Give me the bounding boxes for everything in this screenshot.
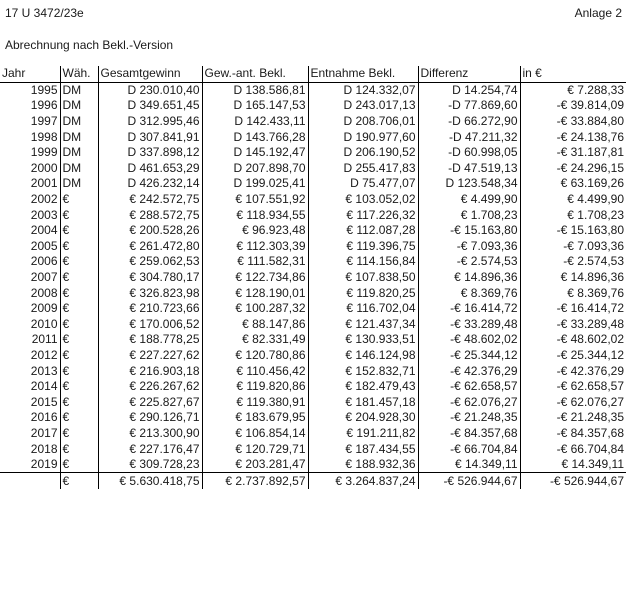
difference-cell: -D 77.869,60 [418,98,520,114]
difference-cell: € 14.349,11 [418,457,520,473]
currency-cell: € [60,301,98,317]
year-cell: 2002 [30,192,58,207]
currency-cell: € [60,285,98,301]
year-cell: 2018 [30,441,58,456]
profit-share-cell: € 106.854,14 [202,426,308,442]
difference-cell: -D 60.998,05 [418,145,520,161]
withdrawal-cell: € 117.226,32 [308,207,418,223]
total-profit-cell: € 225.827,67 [98,394,202,410]
profit-share-cell: € 100.287,32 [202,301,308,317]
total-profit-cell: € 288.572,75 [98,207,202,223]
currency-cell: € [60,192,98,208]
profit-share-cell: € 183.679,95 [202,410,308,426]
currency-cell: € [60,410,98,426]
profit-share-cell: € 120.729,71 [202,441,308,457]
total-profit-cell: € 309.728,23 [98,457,202,473]
total-profit-cell: € 290.126,71 [98,410,202,426]
difference-cell: € 1.708,23 [418,207,520,223]
total-profit-cell: € 261.472,80 [98,239,202,255]
euro-cell: -€ 39.814,09 [520,98,626,114]
euro-cell: -€ 33.289,48 [520,317,626,333]
currency-cell: € [60,239,98,255]
table-row [0,270,626,286]
annex-label: Anlage 2 [574,6,622,20]
table-row [0,457,626,473]
withdrawal-cell: € 119.396,75 [308,239,418,255]
total-profit-cell: € 216.903,18 [98,363,202,379]
column-header-total-profit: Gesamtgewinn [98,66,202,82]
column-header-profit-share: Gew.-ant. Bekl. [202,66,308,82]
year-cell: 2003 [30,207,58,222]
table-body [0,82,626,473]
currency-cell: DM [60,129,98,145]
euro-cell: € 4.499,90 [520,192,626,208]
currency-cell: DM [60,161,98,177]
withdrawal-cell: € 182.479,43 [308,379,418,395]
euro-cell: € 14.896,36 [520,270,626,286]
withdrawal-cell: D 255.417,83 [308,161,418,177]
profit-share-cell: D 143.766,28 [202,129,308,145]
difference-cell: -€ 42.376,29 [418,363,520,379]
profit-share-cell: D 142.433,11 [202,114,308,130]
profit-share-cell: D 138.586,81 [202,82,308,98]
total-profit-cell: € 226.267,62 [98,379,202,395]
table-row [0,129,626,145]
year-cell: 2006 [30,254,58,269]
total-profit-cell: D 349.651,45 [98,98,202,114]
currency-cell: € [60,363,98,379]
withdrawal-cell: € 130.933,51 [308,332,418,348]
euro-cell: € 1.708,23 [520,207,626,223]
currency-cell: € [60,270,98,286]
withdrawal-cell: € 114.156,84 [308,254,418,270]
year-cell: 2015 [30,394,58,409]
euro-cell: € 8.369,76 [520,285,626,301]
difference-cell: -D 47.211,32 [418,129,520,145]
profit-share-cell: € 88.147,86 [202,317,308,333]
difference-cell: € 14.896,36 [418,270,520,286]
total-year-cell [0,473,60,489]
column-header-withdrawal: Entnahme Bekl. [308,66,418,82]
total-difference-cell: -€ 526.944,67 [418,473,520,489]
table-row [0,379,626,395]
table-row [0,363,626,379]
difference-cell: -D 66.272,90 [418,114,520,130]
profit-share-cell: € 82.331,49 [202,332,308,348]
year-cell: 2017 [30,425,58,440]
currency-cell: € [60,332,98,348]
total-profit-cell: € 170.006,52 [98,317,202,333]
profit-share-cell: D 207.898,70 [202,161,308,177]
document-subtitle: Abrechnung nach Bekl.-Version [5,38,174,52]
currency-cell: € [60,457,98,473]
year-cell: 2007 [30,270,58,285]
withdrawal-cell: € 187.434,55 [308,441,418,457]
total-profit-cell: D 461.653,29 [98,161,202,177]
difference-cell: -€ 66.704,84 [418,441,520,457]
difference-cell: -€ 62.076,27 [418,394,520,410]
table-header-row [0,66,626,82]
euro-cell: -€ 2.574,53 [520,254,626,270]
profit-share-cell: D 165.147,53 [202,98,308,114]
difference-cell: D 14.254,74 [418,82,520,98]
difference-cell: -D 47.519,13 [418,161,520,177]
total-profit-cell: € 227.176,47 [98,441,202,457]
total-share-cell: € 2.737.892,57 [202,473,308,489]
year-cell: 2012 [30,347,58,362]
difference-cell: € 8.369,76 [418,285,520,301]
profit-share-cell: € 119.820,86 [202,379,308,395]
year-cell: 2004 [30,223,58,238]
euro-cell: -€ 21.248,35 [520,410,626,426]
table-row [0,207,626,223]
total-profit-cell: D 230.010,40 [98,82,202,98]
euro-cell: € 63.169,26 [520,176,626,192]
year-cell: 1999 [30,145,58,160]
euro-cell: -€ 31.187,81 [520,145,626,161]
withdrawal-cell: D 190.977,60 [308,129,418,145]
table-row [0,161,626,177]
euro-cell: -€ 33.884,80 [520,114,626,130]
currency-cell: € [60,317,98,333]
difference-cell: -€ 21.248,35 [418,410,520,426]
withdrawal-cell: € 191.211,82 [308,426,418,442]
total-profit-cell: € 210.723,66 [98,301,202,317]
year-cell: 2013 [30,363,58,378]
table-row [0,145,626,161]
euro-cell: -€ 84.357,68 [520,426,626,442]
currency-cell: DM [60,176,98,192]
year-cell: 2011 [31,332,58,347]
year-cell: 2014 [30,379,58,394]
settlement-table [0,66,626,489]
table-row [0,223,626,239]
year-cell: 2008 [30,285,58,300]
currency-cell: € [60,207,98,223]
table-row [0,394,626,410]
withdrawal-cell: € 116.702,04 [308,301,418,317]
table-row [0,441,626,457]
withdrawal-cell: € 204.928,30 [308,410,418,426]
euro-cell: -€ 16.414,72 [520,301,626,317]
total-profit-cell: € 188.778,25 [98,332,202,348]
year-cell: 1995 [30,82,58,97]
difference-cell: € 4.499,90 [418,192,520,208]
profit-share-cell: € 122.734,86 [202,270,308,286]
document-header [5,6,622,22]
year-cell: 2016 [30,410,58,425]
profit-share-cell: € 96.923,48 [202,223,308,239]
table-row [0,410,626,426]
column-header-currency: Wäh. [60,66,98,82]
euro-cell: -€ 24.138,76 [520,129,626,145]
year-cell: 2009 [30,301,58,316]
currency-cell: € [60,348,98,364]
table-row [0,98,626,114]
currency-cell: € [60,394,98,410]
total-profit-cell: € 326.823,98 [98,285,202,301]
year-cell: 2005 [30,238,58,253]
total-profit-cell: € 259.062,53 [98,254,202,270]
table-row [0,332,626,348]
withdrawal-cell: € 152.832,71 [308,363,418,379]
withdrawal-cell: € 188.932,36 [308,457,418,473]
currency-cell: € [60,441,98,457]
table-row [0,114,626,130]
profit-share-cell: € 119.380,91 [202,394,308,410]
profit-share-cell: € 112.303,39 [202,239,308,255]
total-euro-cell: -€ 526.944,67 [520,473,626,489]
profit-share-cell: € 107.551,92 [202,192,308,208]
table-row [0,285,626,301]
total-profit-cell: D 426.232,14 [98,176,202,192]
table-row [0,426,626,442]
profit-share-cell: € 128.190,01 [202,285,308,301]
total-withdrawal-cell: € 3.264.837,24 [308,473,418,489]
table-row [0,348,626,364]
currency-cell: DM [60,114,98,130]
difference-cell: -€ 62.658,57 [418,379,520,395]
withdrawal-cell: € 107.838,50 [308,270,418,286]
total-profit-cell: € 227.227,62 [98,348,202,364]
withdrawal-cell: D 208.706,01 [308,114,418,130]
euro-cell: € 14.349,11 [520,457,626,473]
euro-cell: -€ 7.093,36 [520,239,626,255]
profit-share-cell: D 145.192,47 [202,145,308,161]
case-number: 17 U 3472/23e [5,6,84,20]
total-profit-cell: D 307.841,91 [98,129,202,145]
total-profit-cell: € 5.630.418,75 [98,473,202,489]
total-profit-cell: € 304.780,17 [98,270,202,286]
table-row [0,192,626,208]
table-row [0,317,626,333]
column-header-year: Jahr [0,66,60,82]
column-header-difference: Differenz [418,66,520,82]
total-profit-cell: € 200.528,26 [98,223,202,239]
withdrawal-cell: € 146.124,98 [308,348,418,364]
total-profit-cell: D 312.995,46 [98,114,202,130]
difference-cell: -€ 15.163,80 [418,223,520,239]
year-cell: 2010 [30,316,58,331]
difference-cell: D 123.548,34 [418,176,520,192]
withdrawal-cell: D 124.332,07 [308,82,418,98]
table-row [0,239,626,255]
difference-cell: -€ 2.574,53 [418,254,520,270]
currency-cell: DM [60,145,98,161]
euro-cell: € 7.288,33 [520,82,626,98]
withdrawal-cell: € 181.457,18 [308,394,418,410]
year-cell: 1998 [30,129,58,144]
difference-cell: -€ 84.357,68 [418,426,520,442]
total-profit-cell: € 242.572,75 [98,192,202,208]
total-currency-cell: € [60,473,98,489]
withdrawal-cell: € 119.820,25 [308,285,418,301]
total-profit-cell: € 213.300,90 [98,426,202,442]
year-cell: 1996 [30,98,58,113]
year-cell: 2019 [30,457,58,472]
euro-cell: -€ 66.704,84 [520,441,626,457]
difference-cell: -€ 33.289,48 [418,317,520,333]
table-row [0,254,626,270]
difference-cell: -€ 25.344,12 [418,348,520,364]
profit-share-cell: € 120.780,86 [202,348,308,364]
withdrawal-cell: € 103.052,02 [308,192,418,208]
profit-share-cell: € 118.934,55 [202,207,308,223]
year-cell: 1997 [30,114,58,129]
total-row [0,473,626,489]
withdrawal-cell: D 206.190,52 [308,145,418,161]
euro-cell: -€ 42.376,29 [520,363,626,379]
table-row [0,301,626,317]
currency-cell: DM [60,82,98,98]
currency-cell: € [60,254,98,270]
currency-cell: € [60,223,98,239]
profit-share-cell: D 199.025,41 [202,176,308,192]
difference-cell: -€ 16.414,72 [418,301,520,317]
column-header-in-euro: in € [520,66,626,82]
profit-share-cell: € 203.281,47 [202,457,308,473]
profit-share-cell: € 111.582,31 [202,254,308,270]
currency-cell: € [60,379,98,395]
withdrawal-cell: D 75.477,07 [308,176,418,192]
table-row [0,82,626,98]
difference-cell: -€ 7.093,36 [418,239,520,255]
difference-cell: -€ 48.602,02 [418,332,520,348]
euro-cell: -€ 15.163,80 [520,223,626,239]
total-profit-cell: D 337.898,12 [98,145,202,161]
currency-cell: € [60,426,98,442]
euro-cell: -€ 62.076,27 [520,394,626,410]
table-row [0,176,626,192]
euro-cell: -€ 62.658,57 [520,379,626,395]
profit-share-cell: € 110.456,42 [202,363,308,379]
withdrawal-cell: € 121.437,34 [308,317,418,333]
currency-cell: DM [60,98,98,114]
year-cell: 2000 [30,160,58,175]
withdrawal-cell: D 243.017,13 [308,98,418,114]
withdrawal-cell: € 112.087,28 [308,223,418,239]
year-cell: 2001 [30,176,58,191]
euro-cell: -€ 48.602,02 [520,332,626,348]
euro-cell: -€ 24.296,15 [520,161,626,177]
euro-cell: -€ 25.344,12 [520,348,626,364]
